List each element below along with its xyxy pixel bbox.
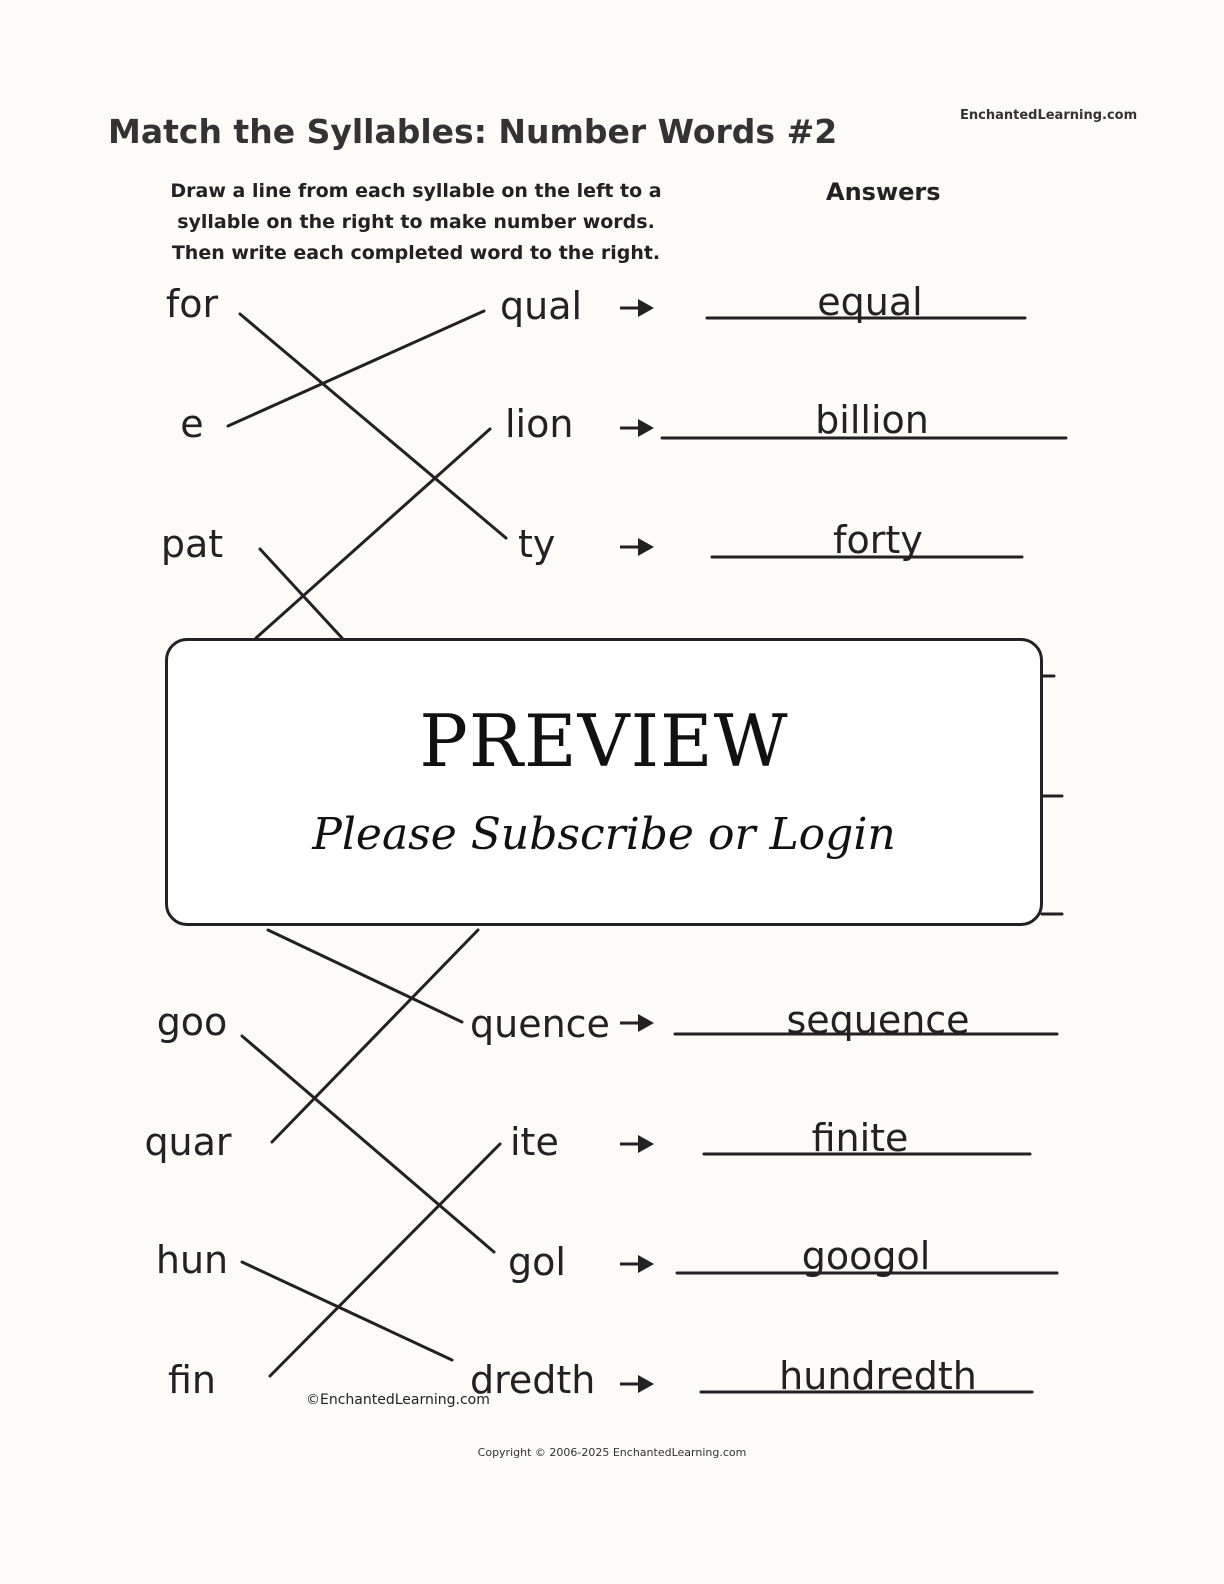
arrow-icon-5 bbox=[620, 1135, 654, 1153]
answer-word: forty bbox=[833, 518, 923, 562]
match-line-quar bbox=[272, 930, 478, 1142]
subscribe-login-link[interactable]: Please Subscribe or Login bbox=[312, 809, 896, 860]
answer-word: billion bbox=[815, 398, 929, 442]
match-line-lion bbox=[256, 429, 490, 638]
left-syllable: hun bbox=[155, 1238, 229, 1282]
answer-word: googol bbox=[801, 1234, 931, 1278]
match-line-hun-dredth bbox=[242, 1262, 452, 1360]
instructions-text: Draw a line from each syllable on the left to a syllable on the right to make number words. Then write each completed word to the right. bbox=[170, 180, 662, 264]
arrow-icon-2 bbox=[620, 419, 654, 437]
match-line-fin-ite bbox=[270, 1144, 500, 1376]
right-syllable: ite bbox=[510, 1120, 559, 1164]
answer-word: sequence bbox=[786, 998, 970, 1042]
left-syllable: goo bbox=[156, 1000, 228, 1044]
preview-title: PREVIEW bbox=[419, 699, 789, 783]
match-line-e-qual bbox=[228, 311, 484, 426]
match-line-for-ty bbox=[240, 314, 506, 538]
arrow-icon-7 bbox=[620, 1375, 654, 1393]
arrow-icon-6 bbox=[620, 1255, 654, 1273]
right-syllable: ty bbox=[518, 522, 556, 566]
arrow-icon-1 bbox=[620, 299, 654, 317]
answer-word: equal bbox=[817, 280, 923, 324]
arrow-icon-4 bbox=[620, 1014, 654, 1032]
answer-word: hundredth bbox=[779, 1354, 977, 1398]
left-syllable: for bbox=[165, 282, 219, 326]
left-syllable: pat bbox=[160, 522, 224, 566]
answers-heading: Answers bbox=[826, 178, 941, 206]
right-syllable: lion bbox=[505, 402, 574, 446]
right-syllable: qual bbox=[500, 284, 583, 328]
right-syllable: gol bbox=[508, 1240, 566, 1284]
right-syllable: quence bbox=[470, 1002, 610, 1046]
page-title: Match the Syllables: Number Words #2 bbox=[108, 112, 838, 151]
site-logo-link[interactable]: EnchantedLearning.com bbox=[960, 108, 1138, 123]
match-line-goo-gol bbox=[242, 1036, 494, 1252]
answer-word: finite bbox=[811, 1116, 909, 1160]
right-syllable: dredth bbox=[470, 1358, 596, 1402]
footer-copyright: Copyright © 2006-2025 EnchantedLearning.com bbox=[477, 1446, 747, 1459]
arrow-icon-3 bbox=[620, 538, 654, 556]
left-syllable: quar bbox=[144, 1120, 232, 1164]
worksheet-copyright: ©EnchantedLearning.com bbox=[306, 1392, 490, 1408]
preview-overlay[interactable] bbox=[165, 638, 1043, 926]
left-syllable: fin bbox=[167, 1358, 217, 1402]
left-syllable: e bbox=[180, 402, 204, 446]
